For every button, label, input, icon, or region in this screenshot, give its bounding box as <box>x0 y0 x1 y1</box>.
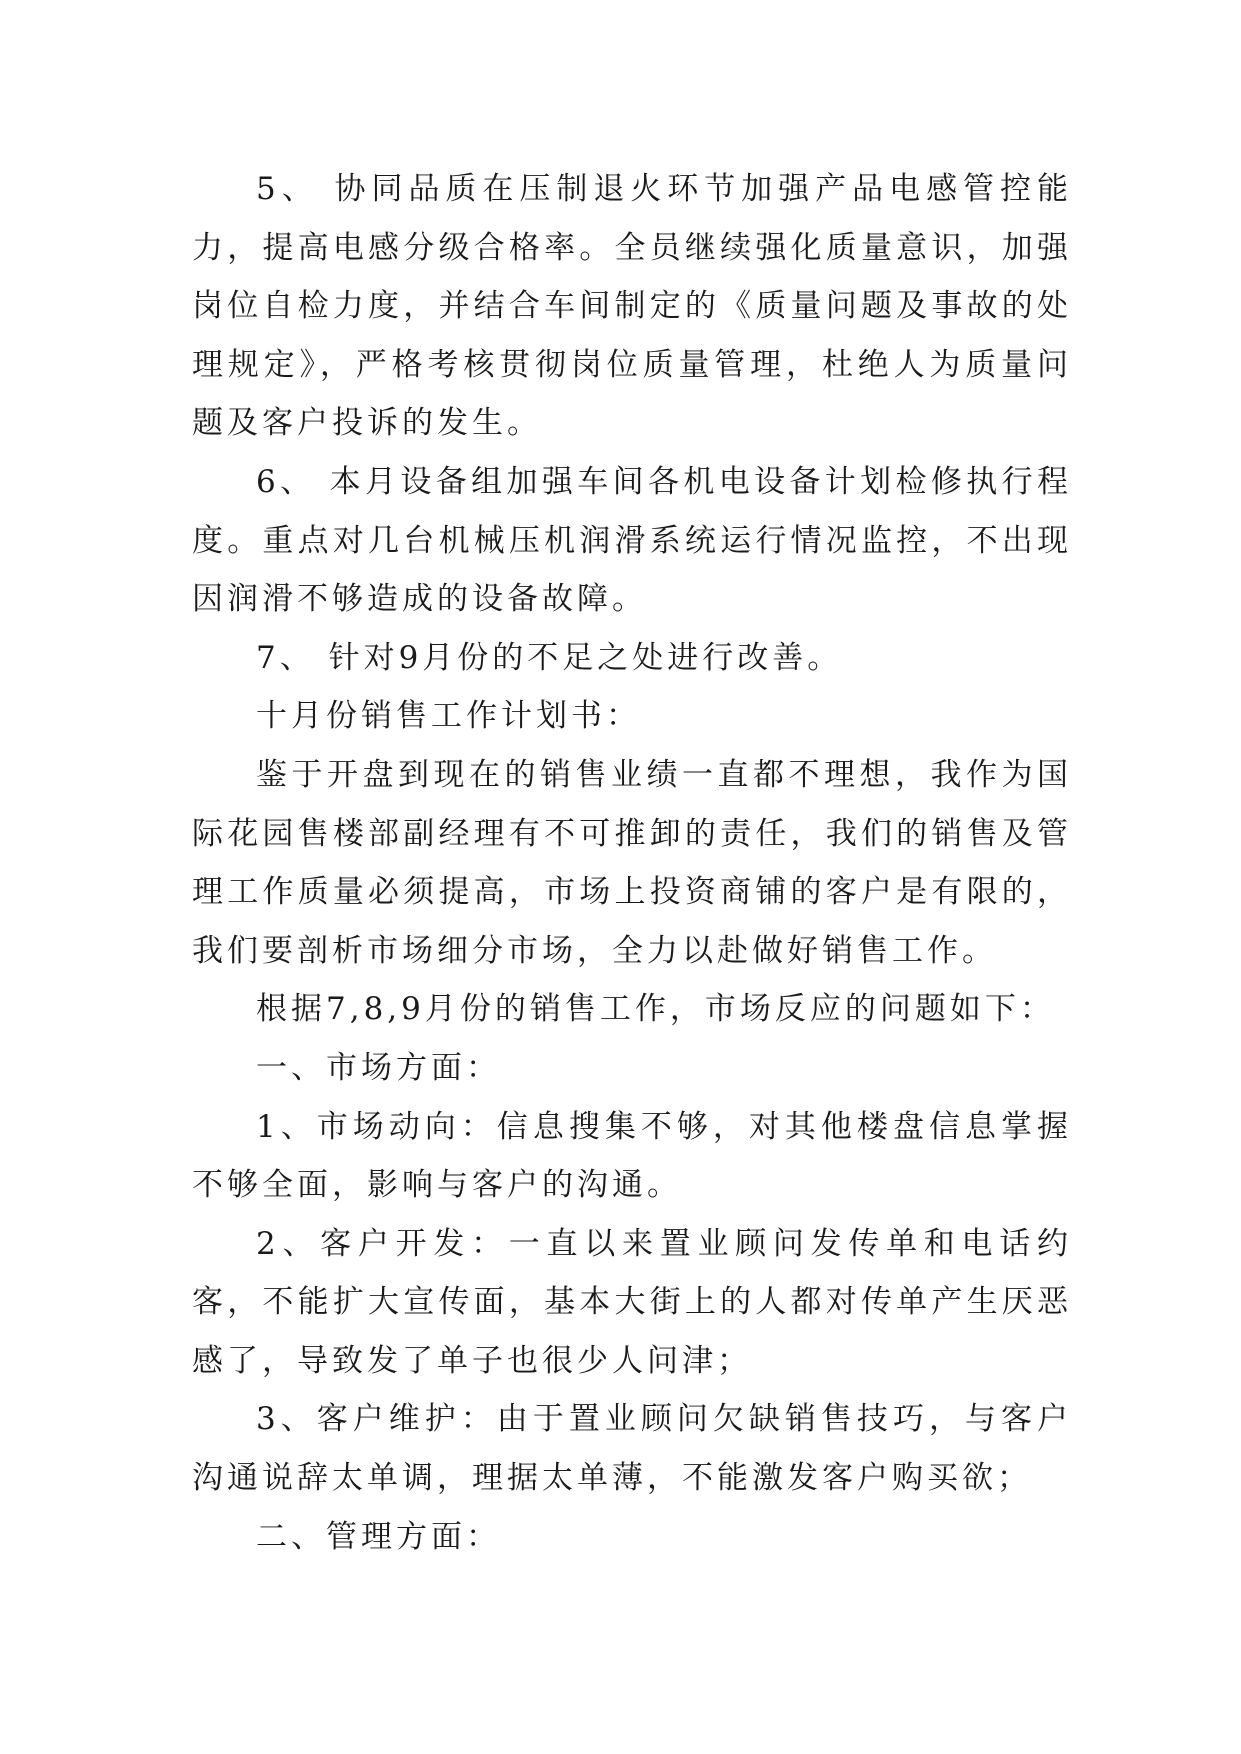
paragraph-market-3: 3、客户维护：由于置业顾问欠缺销售技巧，与客户沟通说辞太单调，理据太单薄，不能激发客户购买欲； <box>192 1401 1072 1497</box>
paragraph-item-5: 5、 协同品质在压制退火环节加强产品电感管控能力，提高电感分级合格率。全员继续强化质量意识，加强岗位自检力度，并结合车间制定的《质量问题及事故的处理规定》，严格考核贯彻岗位质量管理，杜绝人为质量问题及客户投诉的发生。 <box>192 171 1072 442</box>
heading-market: 一、市场方面： <box>256 1049 501 1086</box>
paragraph-item-6: 6、 本月设备组加强车间各机电设备计划检修执行程度。重点对几台机械压机润滑系统运行情况监控，不出现因润滑不够造成的设备故障。 <box>192 463 1072 618</box>
paragraph-intro: 鉴于开盘到现在的销售业绩一直都不理想，我作为国际花园售楼部副经理有不可推卸的责任，我们的销售及管理工作质量必须提高，市场上投资商铺的客户是有限的，我们要剖析市场细分市场，全力以赴做好销售工作。 <box>192 756 1072 969</box>
paragraph-item-7: 7、 针对9月份的不足之处进行改善。 <box>256 639 843 676</box>
paragraph-market-1: 1、市场动向：信息搜集不够，对其他楼盘信息掌握不够全面，影响与客户的沟通。 <box>192 1108 1072 1204</box>
heading-management: 二、管理方面： <box>256 1518 501 1555</box>
section-heading-sales-plan: 十月份销售工作计划书： <box>256 698 641 735</box>
paragraph-issues-lead: 根据7,8,9月份的销售工作，市场反应的问题如下： <box>256 991 1055 1028</box>
paragraph-market-2: 2、客户开发：一直以来置业顾问发传单和电话约客，不能扩大宣传面，基本大街上的人都对传单产生厌恶感了，导致发了单子也很少人问津； <box>192 1225 1072 1379</box>
document-page <box>192 160 1072 1566</box>
